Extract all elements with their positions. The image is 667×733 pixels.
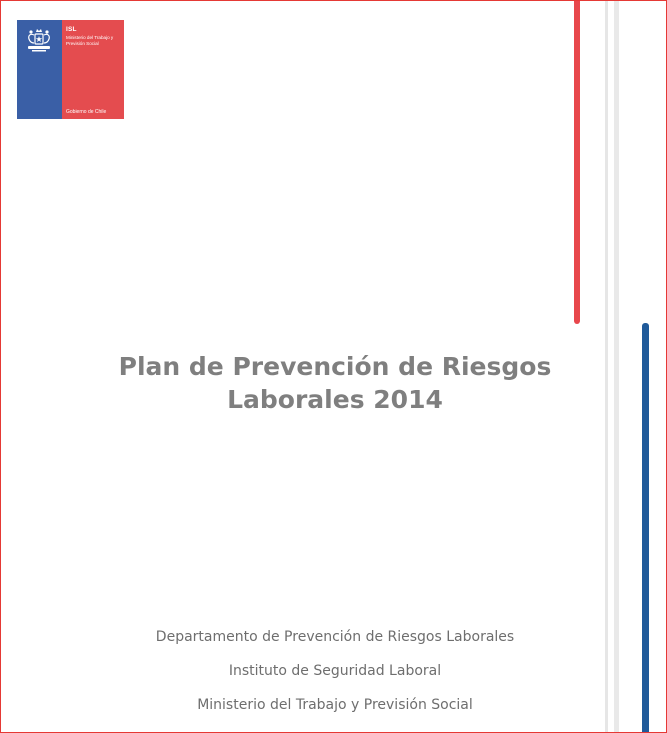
logo-blue-panel (17, 20, 62, 119)
title-line-2: Laborales 2014 (227, 385, 443, 414)
coat-of-arms-icon (22, 27, 56, 53)
ministry-name: Ministerio del Trabajo y Previsión Social (197, 697, 473, 713)
logo-government-name: Gobierno de Chile (66, 109, 107, 115)
grey-decorative-stripe-1 (605, 1, 608, 733)
blue-decorative-stripe (642, 323, 649, 733)
logo-ministry-name: Ministerio del Trabajo y Previsión Social (66, 35, 114, 46)
logo-red-panel (62, 20, 124, 119)
grey-decorative-stripe-2 (614, 1, 619, 733)
government-logo (17, 20, 124, 119)
red-decorative-stripe (574, 1, 580, 324)
logo-abbreviation: ISL (66, 26, 77, 33)
institute-name: Instituto de Seguridad Laboral (228, 663, 442, 679)
document-title (65, 350, 605, 416)
department-name: Departamento de Prevención de Riesgos Laborales (155, 629, 515, 645)
title-line-1: Plan de Prevención de Riesgos (118, 352, 552, 381)
